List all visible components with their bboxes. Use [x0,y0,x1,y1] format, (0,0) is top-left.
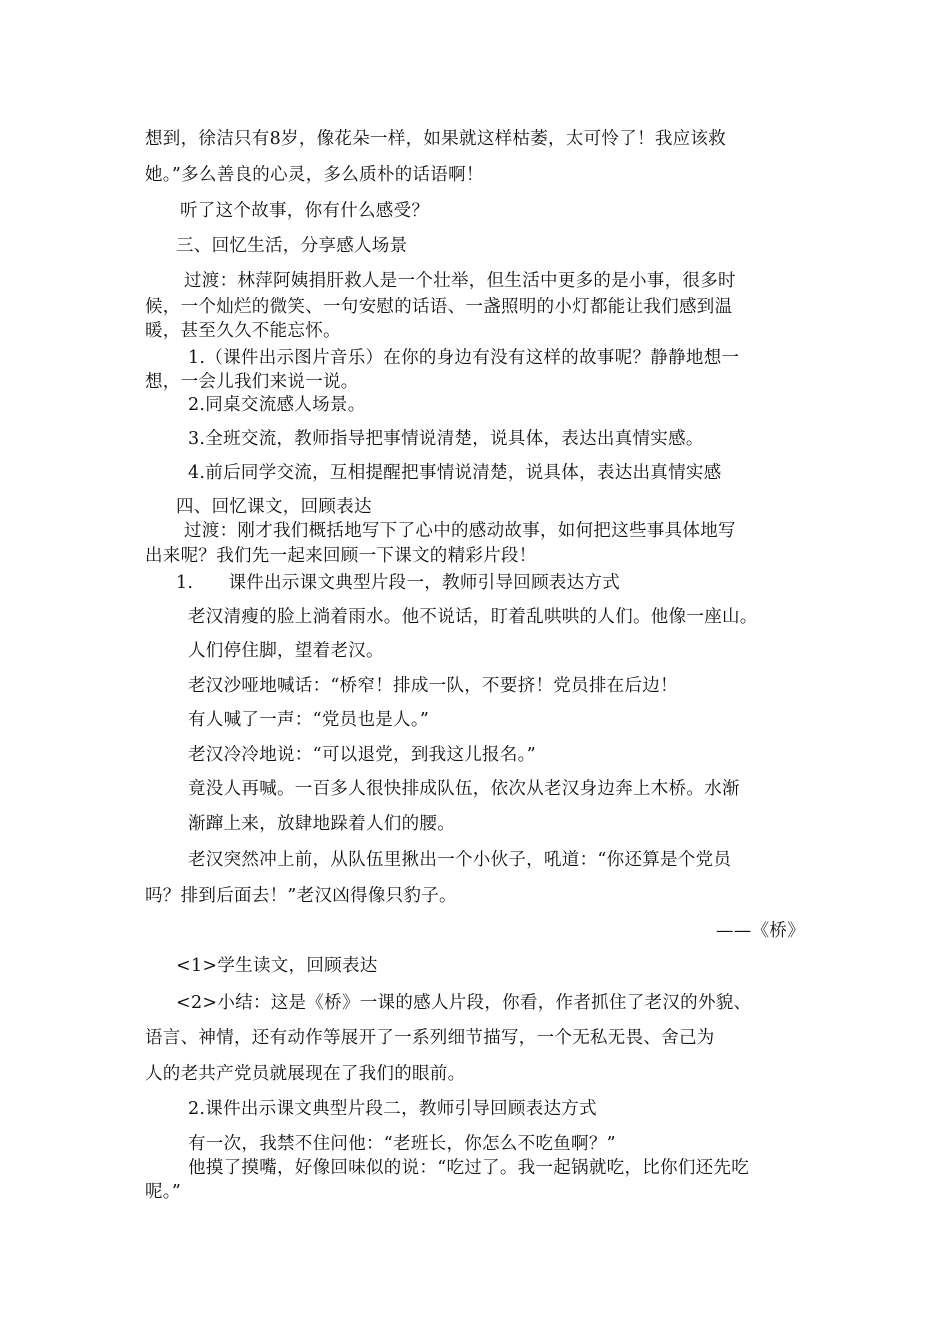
text-line: <2>小结：这是《桥》一课的感人片段，你看，作者抓住了老汉的外貌、 [176,993,752,1013]
quote-line: 人们停住脚，望着老汉。 [188,641,384,661]
text-line: 4.前后同学交流，互相提醒把事情说清楚，说具体，表达出真情实感 [188,463,722,483]
quote-line: 吗？排到后面去！”老汉凶得像只豹子。 [145,886,457,906]
text-line: 听了这个故事，你有什么感受？ [180,201,430,221]
text-line: 3.全班交流，教师指导把事情说清楚，说具体，表达出真情实感。 [188,429,704,449]
quote-line: 老汉清瘦的脸上淌着雨水。他不说话，盯着乱哄哄的人们。他像一座山。 [188,607,758,627]
quote-line: 老汉突然冲上前，从队伍里揪出一个小伙子，吼道：“你还算是个党员 [188,850,732,870]
text-line: <1>学生读文，回顾表达 [176,956,378,976]
quote-line: 有一次，我禁不住问他：“老班长，你怎么不吃鱼啊？” [188,1134,616,1154]
quote-source: ——《桥》 [716,921,805,941]
text-line: 语言、神情，还有动作等展开了一系列细节描写，一个无私无畏、舍己为 [145,1028,715,1048]
text-line: 人的老共产党员就展现在了我们的眼前。 [145,1064,466,1084]
quote-line: 老汉沙哑地喊话：“桥窄！排成一队，不要挤！党员排在后边！ [188,676,678,696]
text-line: 想到，徐洁只有8岁，像花朵一样，如果就这样枯萎，太可怜了！我应该救 [145,129,727,149]
list-item-heading: 2.课件出示课文典型片段二，教师引导回顾表达方式 [188,1099,597,1119]
quote-line: 呢。” [145,1182,182,1202]
quote-line: 他摸了摸嘴，好像回味似的说：“吃过了。我一起锅就吃，比你们还先吃 [188,1158,750,1178]
text-line: 过渡：林萍阿姨捐肝救人是一个壮举，但生活中更多的是小事，很多时 [184,271,736,291]
text-line: 想，一会儿我们来说一说。 [145,372,359,392]
section-heading: 四、回忆课文，回顾表达 [176,497,372,517]
quote-line: 有人喊了一声：“党员也是人。” [188,710,430,730]
list-item-heading: 1. 课件出示课文典型片段一，教师引导回顾表达方式 [176,573,621,593]
section-heading: 三、回忆生活，分享感人场景 [176,236,408,256]
quote-line: 渐蹿上来，放肆地跺着人们的腰。 [188,814,455,834]
text-line: 暖，甚至久久不能忘怀。 [145,321,341,341]
text-line: 她。”多么善良的心灵，多么质朴的话语啊！ [145,165,484,185]
text-line: 2.同桌交流感人场景。 [188,395,366,415]
quote-line: 竟没人再喊。一百多人很快排成队伍，依次从老汉身边奔上木桥。水渐 [188,779,740,799]
text-line: 1.（课件出示图片音乐）在你的身边有没有这样的故事呢？静静地想一 [188,348,740,368]
text-line: 候，一个灿烂的微笑、一句安慰的话语、一盏照明的小灯都能让我们感到温 [145,297,733,317]
text-line: 过渡：刚才我们概括地写下了心中的感动故事，如何把这些事具体地写 [184,521,736,541]
text-line: 出来呢？我们先一起来回顾一下课文的精彩片段！ [145,546,537,566]
quote-line: 老汉冷冷地说：“可以退党，到我这儿报名。” [188,745,536,765]
